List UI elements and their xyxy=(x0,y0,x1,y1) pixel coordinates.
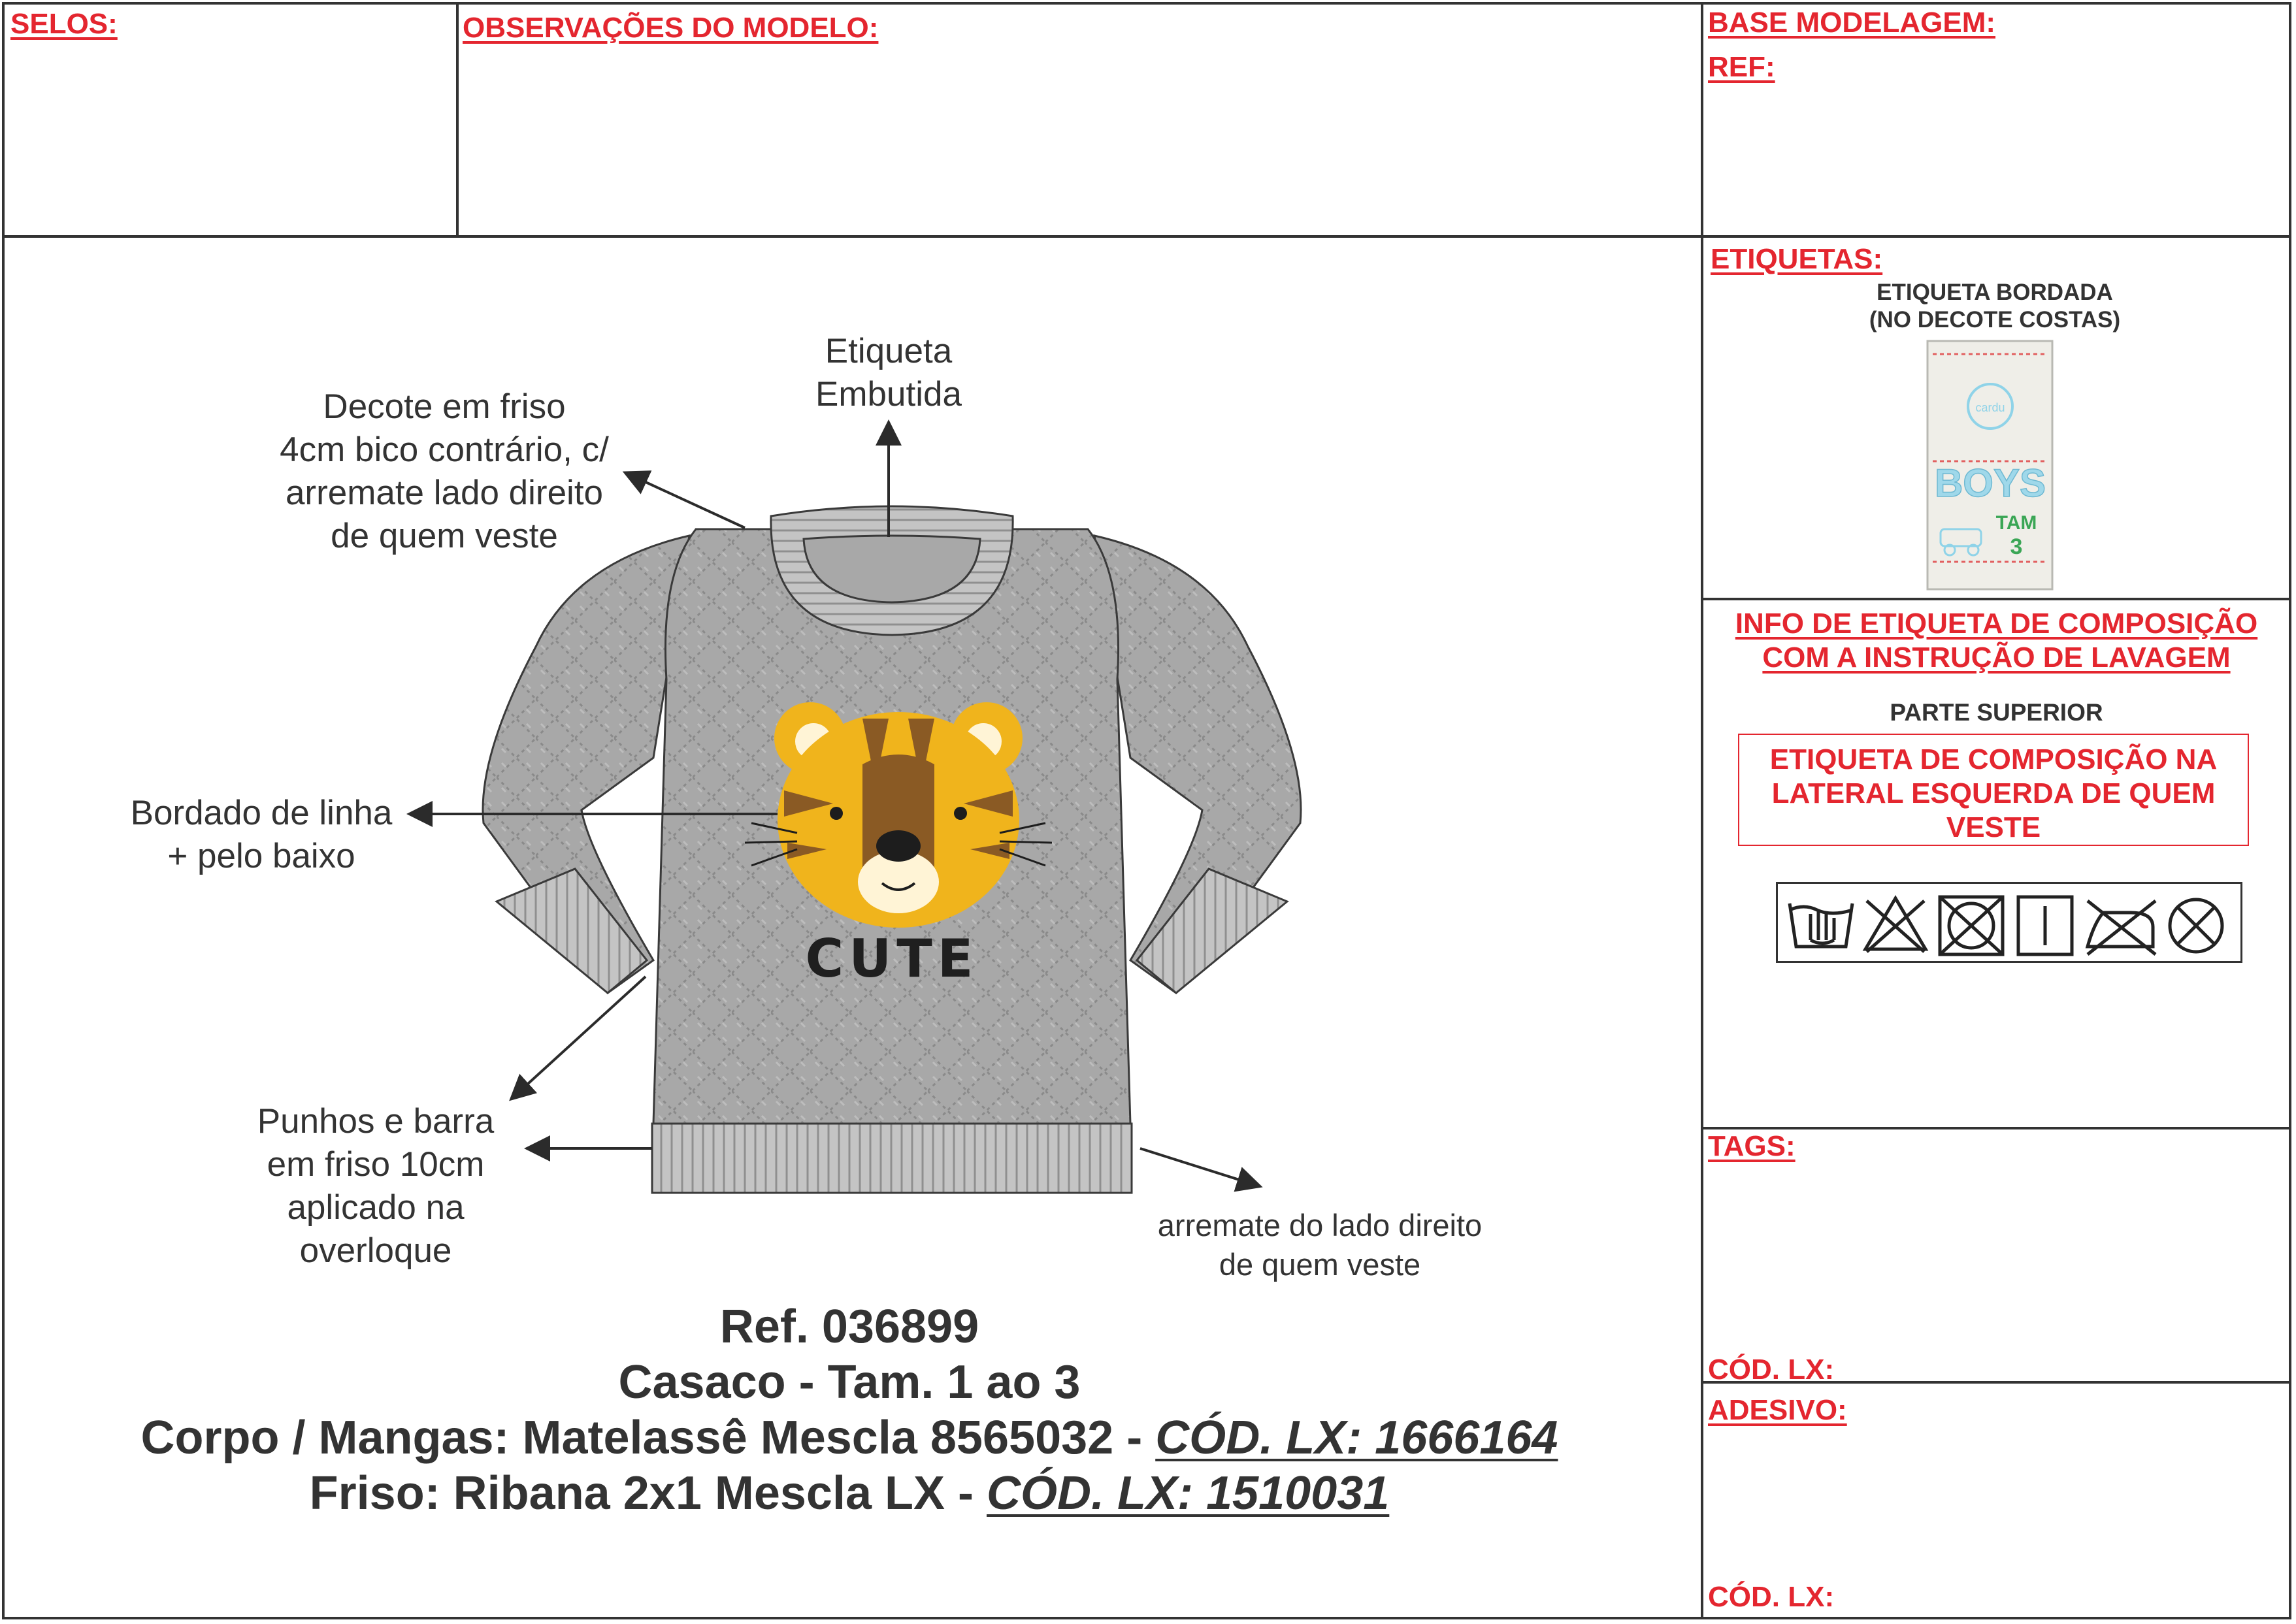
annotation-decote-line3: arremate lado direito xyxy=(285,474,604,512)
spec-ref: Ref. 036899 xyxy=(719,1301,979,1353)
label-size-text: 3 xyxy=(2010,534,2023,559)
no-iron-icon xyxy=(2088,901,2156,954)
care-symbols-box xyxy=(1776,882,2242,963)
annotation-decote-line1: Decote em friso xyxy=(323,387,566,426)
annotation-punhos xyxy=(216,1100,536,1273)
info-composicao-line1: INFO DE ETIQUETA DE COMPOSIÇÃO xyxy=(1735,608,2258,640)
annotation-decote-line2: 4cm bico contrário, c/ xyxy=(280,430,609,469)
hand-wash-icon xyxy=(1790,903,1852,947)
annotation-bordado-line1: Bordado de linha xyxy=(130,794,393,832)
etiquetas-label: ETIQUETAS: xyxy=(1711,243,1883,275)
annotation-arremate-line2: de quem veste xyxy=(1219,1247,1421,1282)
annotation-decote-line4: de quem veste xyxy=(331,517,558,555)
spec-product: Casaco - Tam. 1 ao 3 xyxy=(618,1356,1081,1408)
composicao-line2: LATERAL ESQUERDA DE QUEM xyxy=(1771,777,2216,809)
embroidered-label-illustration xyxy=(1926,340,2054,591)
base-modelagem-label: BASE MODELAGEM: xyxy=(1708,7,1995,39)
sidebar-divider-tags xyxy=(1701,1127,2291,1129)
composicao-line3: VESTE xyxy=(1946,811,2041,843)
print-text: CUTE xyxy=(805,928,979,989)
tags-label: TAGS: xyxy=(1708,1130,1796,1162)
spec-friso xyxy=(0,1467,1699,1520)
arrow-arremate xyxy=(1140,1148,1258,1186)
selos-label: SELOS: xyxy=(10,8,118,40)
spec-corpo-text: Corpo / Mangas: Matelassê Mescla 8565032 - xyxy=(140,1412,1156,1464)
etiqueta-bordada-title: ETIQUETA BORDADA xyxy=(1877,280,2113,305)
spec-friso-text: Friso: Ribana 2x1 Mescla LX - xyxy=(309,1467,987,1519)
annotation-arremate xyxy=(1111,1206,1529,1284)
spec-friso-lx: CÓD. LX: 1510031 xyxy=(987,1467,1390,1519)
observacoes-label: OBSERVAÇÕES DO MODELO: xyxy=(463,12,879,44)
annotation-arremate-line1: arremate do lado direito xyxy=(1157,1208,1483,1242)
annotation-etiqueta xyxy=(758,330,1019,416)
annotation-punhos-line1: Punhos e barra xyxy=(257,1102,495,1141)
annotation-etiqueta-line2: Embutida xyxy=(815,375,962,414)
composicao-box xyxy=(1738,734,2249,846)
etiqueta-bordada-subtitle: (NO DECOTE COSTAS) xyxy=(1869,307,2121,333)
annotation-punhos-line3: aplicado na xyxy=(287,1188,465,1227)
label-boys-text: BOYS xyxy=(1934,461,2046,505)
annotation-bordado-line2: + pelo baixo xyxy=(167,837,355,875)
cod-lx-label-tags: CÓD. LX: xyxy=(1708,1354,1835,1386)
line-dry-icon xyxy=(2018,897,2072,954)
sidebar-divider xyxy=(1701,2,1703,1619)
no-tumble-dry-icon xyxy=(1940,897,2003,954)
care-symbols xyxy=(1778,884,2240,961)
annotation-punhos-line2: em friso 10cm xyxy=(267,1145,485,1184)
parte-superior-label: PARTE SUPERIOR xyxy=(1890,699,2103,726)
annotation-etiqueta-line1: Etiqueta xyxy=(825,332,953,370)
spec-corpo-lx: CÓD. LX: 1666164 xyxy=(1155,1412,1558,1464)
annotation-decote xyxy=(235,385,653,558)
ref-label: REF: xyxy=(1708,51,1775,83)
composicao-line1: ETIQUETA DE COMPOSIÇÃO NA xyxy=(1769,743,2218,775)
no-bleach-icon xyxy=(1865,898,1926,952)
cod-lx-label-adesivo: CÓD. LX: xyxy=(1708,1581,1835,1613)
label-brand-text: cardu xyxy=(1975,401,2005,414)
sidebar-divider-etiquetas xyxy=(1701,598,2291,600)
label-tam-text: TAM xyxy=(1995,512,2037,534)
info-composicao-line2: COM A INSTRUÇÃO DE LAVAGEM xyxy=(1762,641,2231,674)
no-dry-clean-icon xyxy=(2170,900,2222,952)
annotation-bordado xyxy=(91,792,431,878)
spec-corpo xyxy=(0,1411,1699,1465)
annotation-punhos-line4: overloque xyxy=(299,1231,452,1270)
arrow-punhos xyxy=(513,977,646,1097)
adesivo-label: ADESIVO: xyxy=(1708,1394,1847,1426)
